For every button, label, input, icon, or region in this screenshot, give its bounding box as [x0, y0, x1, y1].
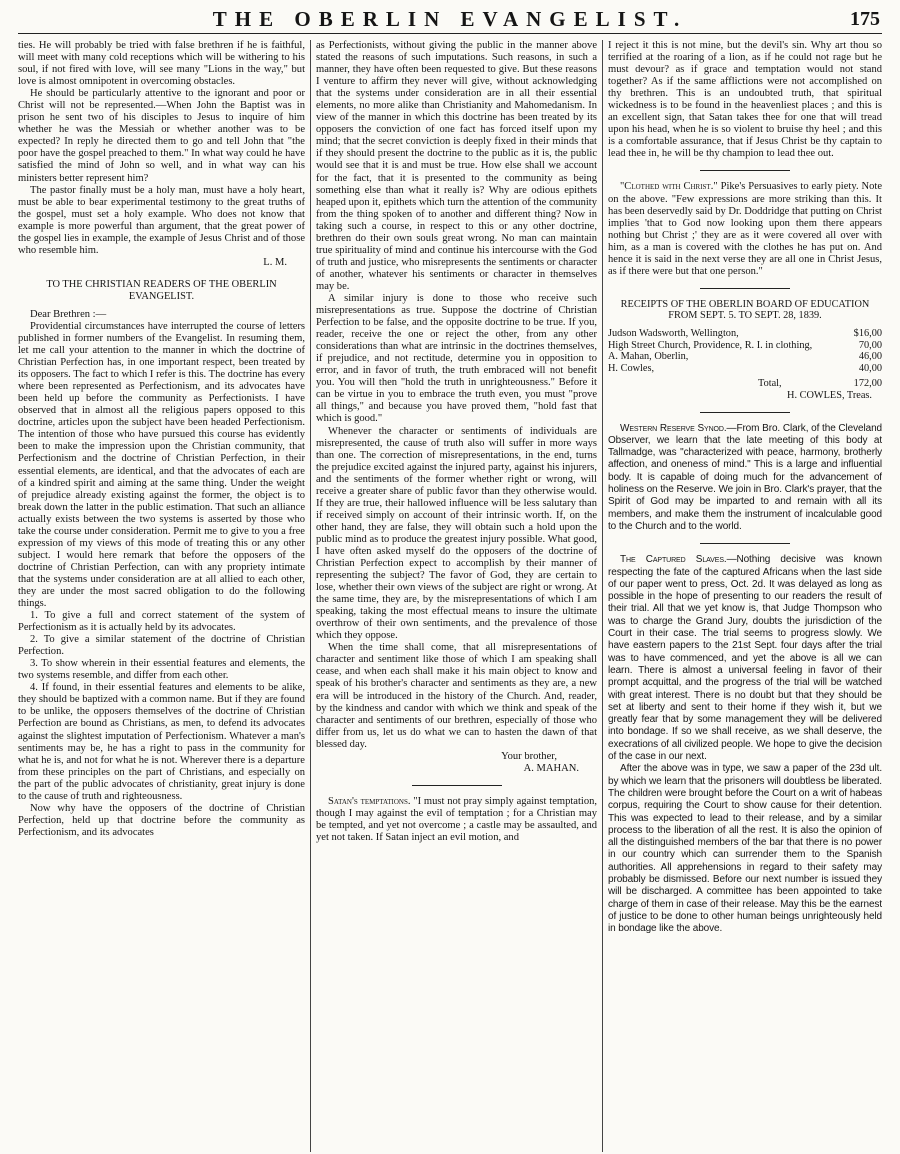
letter-signature: A. MAHAN.	[523, 762, 579, 774]
table-row	[608, 351, 882, 363]
list-item: 1. To give a full and correct statement of the system of Perfectionism as it is actually held by its advocates.	[18, 610, 305, 634]
table-row	[608, 340, 882, 352]
total-amount: 172,00	[853, 378, 882, 390]
page-number: 175	[850, 8, 880, 30]
article-paragraph: Whenever the character or sentiments of individuals are misrepresented, the cause of truth also will suffer in more ways than one. The correction of misrepresentations, in the end, turns the prejudice excited against the injured party, against his injurers, and the sentiments of the former whether right or wrong, will receive a greater share of public favor than they otherwise would. If they are true, their hallowed influence will be less salutary than if received simply on account of their intrinsic worth. If, on the other hand, they are false, they will obtain such a hold upon the public mind as to produce the greatest injury possible. What good, I have often asked myself do the opposers of the doctrine of Christian Perfection expect to accomplish by their manner of representing the subject? The favor of God, they are certain to lose, whether their own views of the subject are right or wrong. At the same time, they are, by the misrepresentations of which I am speaking, taking the most effectual means to insure the ultimate overthrow of their own sentiments, and the prevalence of those which they oppose.	[316, 425, 597, 642]
receipt-name: A. Mahan, Oberlin,	[608, 351, 689, 363]
section-divider	[412, 785, 502, 786]
article-paragraph: When the time shall come, that all misrepresentations of character and sentiment like those of which I am speaking shall cease, and when each shall make it his main object to know and speak of his brother's character and sentiments as they are, a new era will be introduced in the history of the Church. And, reader, by the kindness and candor with which we think and speak of the character and sentiments of our brethren, especially of those who differ from us, let us do what we can to hasten the dawn of that blessed day.	[316, 642, 597, 750]
list-item: 2. To give a similar statement of the doctrine of Christian Perfection.	[18, 634, 305, 658]
total-label: Total,	[758, 378, 782, 390]
receipts-table	[608, 299, 882, 402]
column-3	[602, 40, 882, 1152]
section-text: —From Bro. Clark, of the Cleveland Observer, we learn that the late meeting of this body at Tallmadge, was "characterized with peace, harmony, brotherly affection, and oneness of mind." This is a large and influential body. It is capable of doing much for the advancement of holiness on the Reserve. We join in Bro. Clark's prayer, that the Spirit of God may be imparted to and remain with all its members, and make them the instrument of incalculable good to the Church and to the world.	[608, 422, 882, 532]
article-paragraph: Now why have the opposers of the doctrine of Christian Perfection, held up that doctrine before the community as Perfectionism, and its advocates	[18, 802, 305, 838]
receipts-total	[608, 378, 882, 390]
article-paragraph: A similar injury is done to those who receive such misrepresentations as true. Suppose the doctrine of Christian Perfection to be false, and the opposite doctrine to be true. If you, reader, receive the one or reject the other, from any other considerations than what are intrinsic in the doctrines themselves, if prejudice, and not rectitude, determine you in opposition to error, and in favor of truth, the truth embraced will not benefit you. You will then "hold the truth in unrighteousness." Before it can be virtue in you to embrace the truth even, you must "prove all things," and because you have proved them, "hold fast that which is good."	[316, 292, 597, 425]
table-row	[608, 328, 882, 340]
article-paragraph	[608, 554, 882, 763]
letter-closing: Your brother,	[501, 750, 557, 762]
section-divider	[700, 412, 790, 413]
letter-heading: TO THE CHRISTIAN READERS OF THE OBERLIN EVANGELIST.	[46, 278, 277, 302]
receipts-heading: RECEIPTS OF THE OBERLIN BOARD OF EDUCATION FROM SEPT. 5. TO SEPT. 28, 1839.	[620, 298, 870, 322]
section-head: "Clothed with Christ."	[620, 181, 718, 193]
list-item: 3. To show wherein in their essential features and elements, the two systems resemble, and differ from each other.	[18, 658, 305, 682]
receipt-amount: $16,00	[853, 328, 882, 340]
article-paragraph: I reject it this is not mine, but the devil's sin. Why art thou so terrified at the roaring of a lion, as if he could not rage but he must devour? as if grace and temptation would not stand together? As if the same afflictions were not accomplished on thy brethren. This is an undoubted truth, that spiritual wickedness is to be found in the heavenliest places ; and this is an excellent sign, that Satan takes thee for one that will tread upon his head, when he is so violent to bruise thy heel ; and this is a comfortable assurance, that if Jesus Christ be thy captain to lead thee in, he will be thy champion to lead thee out.	[608, 40, 882, 160]
section-head: Satan's temptations.	[328, 795, 411, 807]
article-paragraph: Providential circumstances have interrupted the course of letters published in former numbers of the Evangelist. In resuming them, let me call your attention to the manner in which the doctrine of Christian Perfection has, in one important respect, been treated by its opposers. The fact to which I refer is this. The doctrine has every where been represented as Perfectionism, and its advocates have been held up before the community as Perfectionists. I have observed that in almost all the religious papers opposed to this doctrine, articles upon the subject have been headed Perfectionism. The intention of those who have pursued this course has evidently been to make the impression upon the Christian community, that Perfectionism and the doctrine of Christian Perfection, in their essential elements, are identical, and that the advocates of each are of a kindred spirit and aiming at the same thing. Under the weight of prejudice already existing against the former, the object is to break down the latter in the public estimation. That such an alliance actually exists between the two systems is asserted by those who take the course under consideration. Permit me to give to you a free expression of my views of this mode of treating this or any other subject. I would here remark that before the opposers of the doctrine of Christian Perfection, can with any propriety intimate that the systems under consideration are at all allied to each other, they are under the most sacred obligation to do the following things.	[18, 320, 305, 610]
section-text: —Nothing decisive was known respecting the fate of the captured Africans when the last side of our paper went to press, Oct. 2d. It was delayed as long as possible in the hope of presenting to our readers the result of their trial. All that we yet know is, that Judge Thompson who was to charge the Grand Jury, doubts the jurisdiction of the Court in their case. The trial seems to progress slowly. We have eastern papers to the 21st Sept. four days after the trial was to have commenced, and yet the above is all we can learn. There is almost a universal feeling in favor of their prompt acquittal, and the progress of the trial will be watched with great interest. There is no doubt but that they should be set at liberty and sent to their home if they wish it, but we greatly fear that by some management they will be delivered into bondage. If so we shall receive, as we shall deserve, the execrations of all civilized people. We hope to give the decision of the case in our next.	[608, 554, 882, 763]
salutation: Dear Brethren :—	[30, 308, 107, 320]
article-paragraph	[608, 423, 882, 534]
article-paragraph	[316, 796, 597, 844]
receipt-amount: 40,00	[858, 362, 882, 374]
section-divider	[700, 170, 790, 171]
treasurer-signature: H. COWLES, Treas.	[787, 390, 872, 401]
author-initials: L. M.	[263, 256, 287, 268]
article-paragraph: After the above was in type, we saw a paper of the 23d ult. by which we learn that the prisoners will doubtless be liberated. The children were brought before the Court on a writ of habeas corpus, requiring the Court to show cause for their detention. This was expected to lead to their release, and by a similar process to the liberation of all the rest. It is also the opinion of all the distinguished members of the bar that there is no power in our country which can surrender them to the Spanish authorities. All apprehensions in regard to their safety may probably be dismissed. Before our next number is issued they will be discharged. A committee has been appointed to take charge of them in case of their release. May this be the earnest of justice to be done to other human beings unrighteously held in bondage like the above.	[608, 763, 882, 935]
receipt-name: Judson Wadsworth, Wellington,	[608, 328, 739, 340]
masthead	[18, 6, 882, 34]
article-paragraph: He should be particularly attentive to the ignorant and poor or Christ will not be represented.—When John the Baptist was in prison he sent two of his disciples to Jesus to inquire of him whether he was the Messiah or whether another was to be expected? In reply he directed them to go and tell John that "the poor have the gospel preached to them." In what way could he have satisfied the mind of John so well, and in what way can his ministers better represent him?	[18, 88, 305, 184]
article-paragraph: ties. He will probably be tried with false brethren if he is faithful, will meet with many cold receptions which will be withering to his soul, if not fired with love, will see many "Lions in the way," but love is almost omnipotent in overcoming obstacles.	[18, 40, 305, 88]
section-text: "I must not pray simply against temptation, though I may against the evil of temptation ; for a Christian may be tempted, and yet not overcome ; a castle may be assaulted, and yet not taken. If Satan inject an evil motion, and	[316, 795, 598, 843]
section-divider	[700, 288, 790, 289]
section-head: Western Reserve Synod.	[620, 422, 727, 434]
section-head: The Captured Slaves.	[620, 554, 727, 566]
section-text: Pike's Persuasives to early piety. Note on the above. "Few expressions are more striking than this. It has been deservedly said by Dr. Doddridge that putting on Christ implies 'that to God now looking upon them there appears nothing but Christ ;' they are as it were covered all over with him, as a man is covered with the clothes he has put on. And hence it is said in the next verse they are all one in Christ Jesus, as if there were but that one person."	[608, 181, 882, 277]
article-paragraph: as Perfectionists, without giving the public in the manner above stated the reasons of such imputations. Such reasons, in such a manner, they have often been requested to give. But these reasons I venture to affirm they never will give, without acknowledging that the systems under consideration are in all their essential elements, no more alike than Christianity and Mahomedanism. In view of the manner in which this doctrine has been treated by its opposers the conviction of one fact has forced itself upon my mind; that the secret conviction is deeply fixed in their minds that if they should present the doctrine to the public as it is, the public would see that it is and must be true. How else shall we account for the fact, that it is presented to the community as being something else than what it really is? Why are odious epithets heaped upon it, epithets which turn the attention of the community from the thing spoken of to another and different thing? Now in taking such a course, in respect to this or any other doctrine, brethren do their own souls great wrong. No man can maintain true spirituality of mind and continue his intercourse with the God of truth and justice, who misrepresents the sentiments or character of another, whatever his sentiments or character in themselves may be.	[316, 40, 597, 292]
receipt-amount: 46,00	[858, 351, 882, 363]
list-item: 4. If found, in their essential features and elements to be alike, they should be baptized with a common name. But if they are found to be unlike, the opposers themselves of the doctrine of Christian Perfection are bound as Christians, as men, to defend its advocates against the slightest imputation of Perfectionism. Whatever a man's sentiments may be, he has a right to pass in the community for what he is, and not for what he is not. Wherever there is a departure from these principles on the part of Christians, and especially on the part of the public advocates of christianity, great injury is done to the cause of truth and righteousness.	[18, 682, 305, 802]
table-row	[608, 363, 882, 375]
article-paragraph: The pastor finally must be a holy man, must have a holy heart, must be able to bear experimental testimony to the great truths of the gospel, must set a holy example. Who does not know that example is more powerful than argument, that the great power of the gospel lies in example, the example of Jesus Christ and of those who resemble him.	[18, 184, 305, 256]
newspaper-title: THE OBERLIN EVANGELIST.	[212, 7, 688, 31]
column-1	[18, 40, 310, 1152]
section-divider	[700, 543, 790, 544]
column-2	[310, 40, 602, 1152]
receipt-name: H. Cowles,	[608, 362, 655, 374]
receipt-amount: 70,00	[858, 339, 882, 351]
article-paragraph	[608, 181, 882, 277]
columns	[18, 40, 882, 1152]
receipt-name: High Street Church, Providence, R. I. in clothing,	[608, 339, 813, 351]
